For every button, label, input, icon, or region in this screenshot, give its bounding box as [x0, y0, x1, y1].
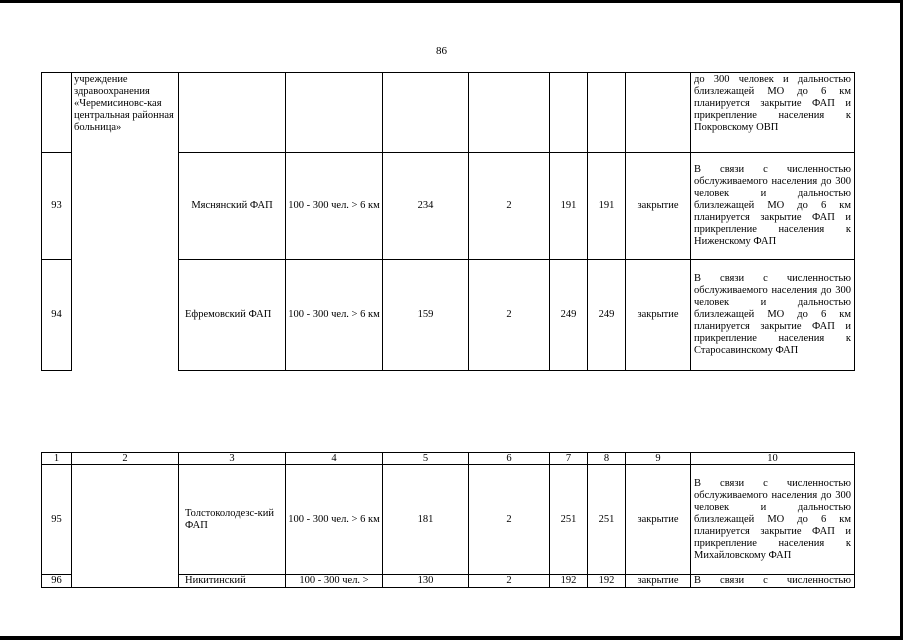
- table-row: [42, 465, 855, 575]
- column-header: 3: [179, 453, 286, 465]
- criteria-cell: 100 - 300 чел. > 6 км: [286, 465, 383, 575]
- value-cell: [550, 73, 588, 153]
- value-cell: 130: [383, 575, 469, 588]
- table-row: [42, 73, 855, 153]
- name-cell: Толстоколодезс-кий ФАП: [179, 465, 286, 575]
- decision-cell: [626, 73, 691, 153]
- decision-cell: закрытие: [626, 465, 691, 575]
- scan-border-top: [0, 0, 903, 3]
- value-cell: 249: [550, 260, 588, 371]
- column-header: 7: [550, 453, 588, 465]
- organization-cell: учреждение здравоохранения «Черемисиновс-кая центральная районная больница»: [72, 73, 179, 371]
- criteria-cell: 100 - 300 чел. >: [286, 575, 383, 588]
- value-cell: 251: [588, 465, 626, 575]
- column-header: 6: [469, 453, 550, 465]
- column-header: 8: [588, 453, 626, 465]
- table-header-row: [42, 453, 855, 465]
- column-header: 5: [383, 453, 469, 465]
- name-cell: Ефремовский ФАП: [179, 260, 286, 371]
- value-cell: 2: [469, 260, 550, 371]
- value-cell: [588, 73, 626, 153]
- row-number-cell: 93: [42, 153, 72, 260]
- value-cell: 192: [588, 575, 626, 588]
- value-cell: 181: [383, 465, 469, 575]
- table-continuation: [41, 72, 855, 371]
- name-cell: [179, 73, 286, 153]
- value-cell: 191: [550, 153, 588, 260]
- value-cell: 249: [588, 260, 626, 371]
- criteria-cell: 100 - 300 чел. > 6 км: [286, 260, 383, 371]
- row-number-cell: 94: [42, 260, 72, 371]
- value-cell: 192: [550, 575, 588, 588]
- column-header: 4: [286, 453, 383, 465]
- reason-cell: до 300 человек и дальностью близлежащей МО до 6 км планируется закрытие ФАП и прикрепление населения к Покровскому ОВП: [691, 73, 855, 153]
- value-cell: 2: [469, 153, 550, 260]
- value-cell: 2: [469, 465, 550, 575]
- decision-cell: закрытие: [626, 575, 691, 588]
- value-cell: [383, 73, 469, 153]
- name-cell: Никитинский: [179, 575, 286, 588]
- criteria-cell: [286, 73, 383, 153]
- organization-cell: [72, 465, 179, 588]
- value-cell: [469, 73, 550, 153]
- decision-cell: закрытие: [626, 153, 691, 260]
- value-cell: 2: [469, 575, 550, 588]
- column-header: 9: [626, 453, 691, 465]
- row-number-cell: 95: [42, 465, 72, 575]
- row-number-cell: 96: [42, 575, 72, 588]
- scan-border-bottom: [0, 636, 903, 640]
- criteria-cell: 100 - 300 чел. > 6 км: [286, 153, 383, 260]
- reason-cell: В связи с численностью: [691, 575, 855, 588]
- page-number: 86: [436, 45, 447, 57]
- table-main: [41, 452, 855, 588]
- value-cell: 251: [550, 465, 588, 575]
- reason-cell: В связи с численностью обслуживаемого населения до 300 человек и дальностью близлежащей МО до 6 км планируется закрытие ФАП и прикрепление населения к Ниженскому ФАП: [691, 153, 855, 260]
- name-cell: Мяснянский ФАП: [179, 153, 286, 260]
- value-cell: 191: [588, 153, 626, 260]
- reason-cell: В связи с численностью обслуживаемого населения до 300 человек и дальностью близлежащей МО до 6 км планируется закрытие ФАП и прикрепление населения к Старосавинскому ФАП: [691, 260, 855, 371]
- decision-cell: закрытие: [626, 260, 691, 371]
- value-cell: 234: [383, 153, 469, 260]
- row-number-cell: [42, 73, 72, 153]
- column-header: 1: [42, 453, 72, 465]
- column-header: 10: [691, 453, 855, 465]
- column-header: 2: [72, 453, 179, 465]
- value-cell: 159: [383, 260, 469, 371]
- reason-cell: В связи с численностью обслуживаемого населения до 300 человек и дальностью близлежащей МО до 6 км планируется закрытие ФАП и прикрепление населения к Михайловскому ФАП: [691, 465, 855, 575]
